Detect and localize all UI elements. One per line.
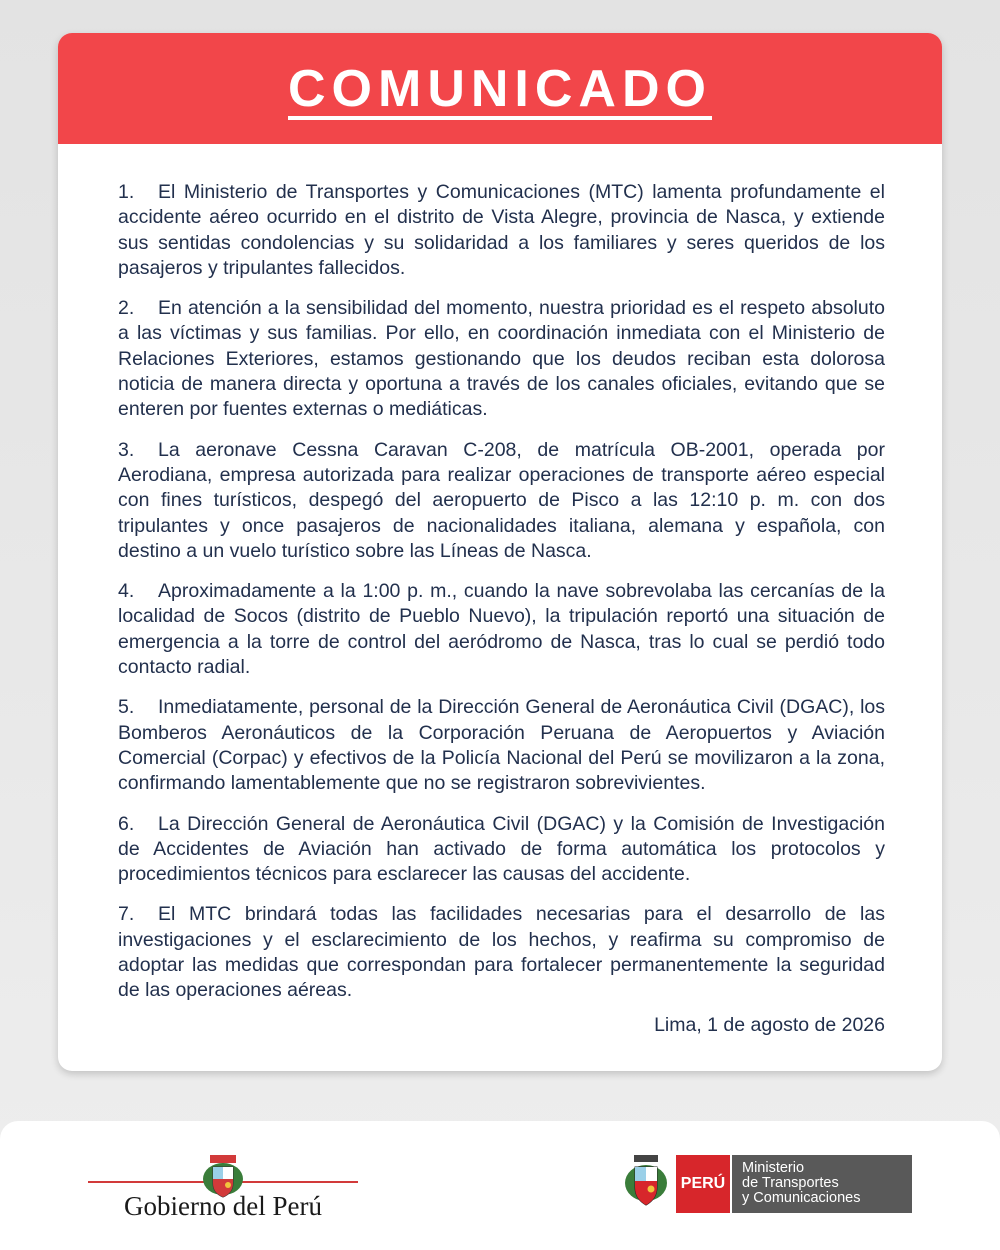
footer — [0, 1121, 1000, 1250]
paragraph-text: En atención a la sensibilidad del momento, nuestra prioridad es el respeto absoluto a las víctimas y sus familias. Por ello, en coordinación inmediata con el Ministerio de Relaciones Exteriores, estamos gestionando que los deudos reciban esta dolorosa noticia de manera directa y oportuna a través de los canales oficiales, evitando que se enteren por fuentes externas o mediáticas. — [118, 297, 885, 421]
coat-of-arms-icon — [624, 1155, 668, 1207]
paragraph-number: 5. — [118, 696, 135, 719]
paragraph-number: 3. — [118, 438, 135, 461]
paragraph-1 — [118, 180, 885, 281]
ministry-name — [732, 1155, 912, 1213]
government-logo — [88, 1149, 358, 1229]
ministry-line: y Comunicaciones — [742, 1190, 861, 1206]
communique-card — [58, 33, 942, 1071]
paragraph-number: 7. — [118, 903, 135, 926]
paragraph-3 — [118, 438, 885, 564]
paragraph-number: 6. — [118, 812, 135, 835]
paragraph-number: 4. — [118, 580, 135, 603]
paragraph-text: Aproximadamente a la 1:00 p. m., cuando la nave sobrevolaba las cercanías de la localidad de Socos (distrito de Pueblo Nuevo), la tripulación reportó una situación de emergencia a la torre de control del aeródromo de Nasca, tras lo cual se perdió todo contacto radial. — [118, 580, 885, 679]
ministry-line: Ministerio — [742, 1160, 805, 1176]
paragraph-2 — [118, 296, 885, 422]
card-header — [58, 33, 942, 144]
date-line: Lima, 1 de agosto de 2026 — [654, 1013, 885, 1036]
paragraph-text: El Ministerio de Transportes y Comunicaciones (MTC) lamenta profundamente el accidente aéreo ocurrido en el distrito de Vista Alegre, provincia de Nasca, y extiende sus sentidas condolencias y su solidaridad a los familiares y seres queridos de los pasajeros y tripulantes fallecidos. — [118, 181, 885, 279]
government-name: Gobierno del Perú — [124, 1191, 322, 1221]
paragraph-text: El MTC brindará todas las facilidades necesarias para el desarrollo de las investigaciones y el esclarecimiento de los hechos, y reafirma su compromiso de adoptar las medidas que correspondan para fortalecer permanentemente la seguridad de las operaciones aéreas. — [118, 903, 885, 1002]
paragraph-6 — [118, 812, 885, 888]
ministry-logo — [624, 1155, 914, 1215]
paragraph-7 — [118, 902, 885, 1003]
paragraph-number: 1. — [118, 181, 135, 203]
page-title — [58, 59, 942, 120]
ministry-line: de Transportes — [742, 1175, 839, 1191]
paragraph-text: La aeronave Cessna Caravan C-208, de matrícula OB-2001, operada por Aerodiana, empresa autorizada para realizar operaciones de transporte aéreo especial con fines turísticos, despegó del aeropuerto de Pisco a las 12:10 p. m. con dos tripulantes y once pasajeros de nacionalidades italiana, alemana y española, con destino a un vuelo turístico sobre las Líneas de Nasca. — [118, 438, 885, 562]
peru-label: PERÚ — [676, 1155, 730, 1213]
paragraph-5 — [118, 695, 885, 796]
communique-body — [118, 180, 885, 1038]
paragraph-number: 2. — [118, 297, 135, 320]
paragraph-text: La Dirección General de Aeronáutica Civil (DGAC) y la Comisión de Investigación de Accidentes de Aviación han activado de forma automática los protocolos y procedimientos técnicos para esclarecer las causas del accidente. — [118, 812, 885, 886]
paragraph-4 — [118, 579, 885, 680]
paragraph-text: Inmediatamente, personal de la Dirección General de Aeronáutica Civil (DGAC), los Bomberos Aeronáuticos de la Corporación Peruana de Aeropuertos y Aviación Comercial (Corpac) y efectivos de la Policía Nacional del Perú se movilizaron a la zona, confirmando lamentablemente que no se registraron sobrevivientes. — [118, 696, 885, 795]
title-text: COMUNICADO — [288, 60, 712, 118]
